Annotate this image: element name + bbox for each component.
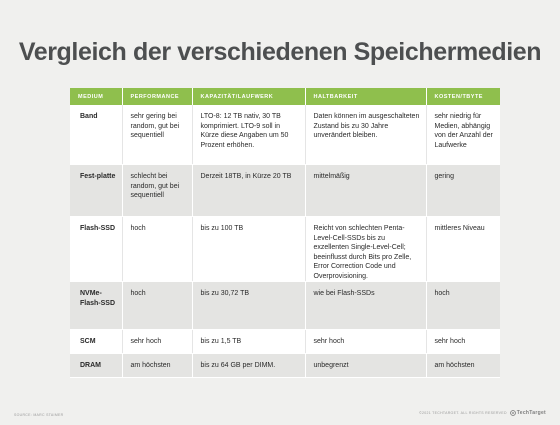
cell-durability: Daten können im ausgeschalteten Zustand bis zu 30 Jahre unverändert bleiben. (305, 105, 426, 165)
header-performance: PERFORMANCE (122, 88, 192, 105)
cell-performance: hoch (122, 217, 192, 282)
cell-durability: mittelmäßig (305, 165, 426, 217)
cell-performance: sehr gering bei random, gut bei sequentiell (122, 105, 192, 165)
table-row (70, 354, 500, 378)
cell-cost: gering (426, 165, 500, 217)
header-medium: MEDIUM (70, 88, 122, 105)
cell-capacity: LTO-8: 12 TB nativ, 30 TB komprimiert. LTO-9 soll in Kürze diese Angaben um 50 Prozent erhöhen. (192, 105, 305, 165)
cell-durability: wie bei Flash-SSDs (305, 282, 426, 330)
cell-performance: schlecht bei random, gut bei sequentiell (122, 165, 192, 217)
cell-capacity: bis zu 100 TB (192, 217, 305, 282)
cell-cost: mittleres Niveau (426, 217, 500, 282)
cell-durability: Reicht von schlechten Penta-Level-Cell-SSDs bis zu exzellenten Single-Level-Cell; beeinflusst durch Bits pro Zelle, Error Correction Code und Overprovisioning. (305, 217, 426, 282)
cell-durability: sehr hoch (305, 330, 426, 354)
header-cost: KOSTEN/TBYTE (426, 88, 500, 105)
logo-text: TechTarget (516, 410, 546, 416)
cell-cost: sehr niedrig für Medien, abhängig von der Anzahl der Laufwerke (426, 105, 500, 165)
techtarget-logo (510, 410, 546, 416)
table-row (70, 105, 500, 165)
cell-cost: hoch (426, 282, 500, 330)
source-note: SOURCE: MARC STAIMER (14, 413, 64, 417)
cell-performance: am höchsten (122, 354, 192, 378)
table-header-row (70, 88, 500, 105)
cell-capacity: bis zu 30,72 TB (192, 282, 305, 330)
comparison-table (70, 88, 500, 378)
logo-mark-icon (510, 410, 516, 416)
cell-medium: NVMe-Flash-SSD (70, 282, 122, 330)
cell-capacity: bis zu 64 GB per DIMM. (192, 354, 305, 378)
cell-cost: sehr hoch (426, 330, 500, 354)
cell-capacity: Derzeit 18TB, in Kürze 20 TB (192, 165, 305, 217)
cell-medium: Fest-platte (70, 165, 122, 217)
table-row (70, 330, 500, 354)
cell-durability: unbegrenzt (305, 354, 426, 378)
cell-medium: Flash-SSD (70, 217, 122, 282)
cell-cost: am höchsten (426, 354, 500, 378)
cell-performance: sehr hoch (122, 330, 192, 354)
footer-brand (419, 410, 546, 416)
cell-medium: Band (70, 105, 122, 165)
page-title: Vergleich der verschiedenen Speichermedien (18, 38, 542, 66)
header-capacity: KAPAZITÄT/LAUFWERK (192, 88, 305, 105)
table-row (70, 165, 500, 217)
header-durability: HALTBARKEIT (305, 88, 426, 105)
cell-medium: SCM (70, 330, 122, 354)
copyright-note: ©2021 TECHTARGET. ALL RIGHTS RESERVED (419, 411, 507, 415)
table-row (70, 282, 500, 330)
cell-capacity: bis zu 1,5 TB (192, 330, 305, 354)
cell-medium: DRAM (70, 354, 122, 378)
table-row (70, 217, 500, 282)
cell-performance: hoch (122, 282, 192, 330)
